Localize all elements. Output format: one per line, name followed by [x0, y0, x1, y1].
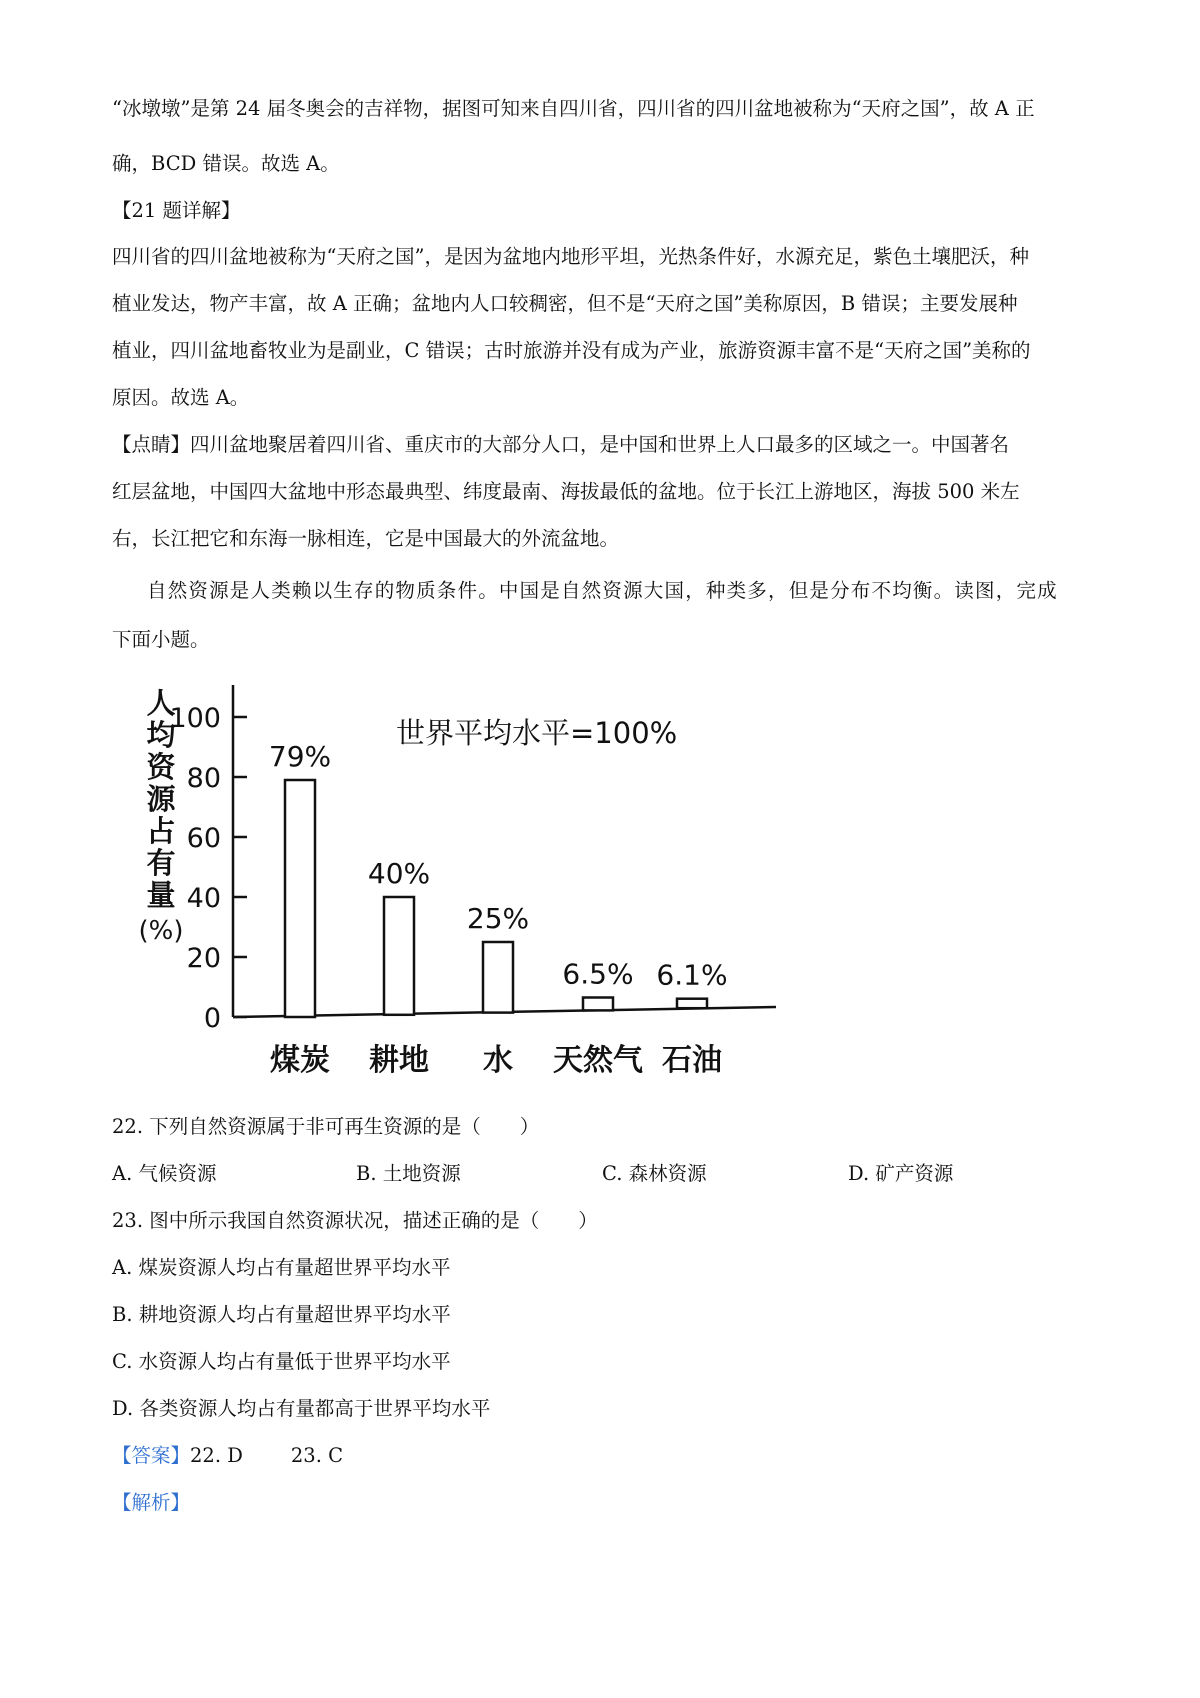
bar-label-3: 25%: [466, 902, 530, 935]
q23-option-c: C. 水资源人均占有量低于世界平均水平: [112, 1350, 451, 1373]
q22-stem: 22. 下列自然资源属于非可再生资源的是（ ）: [112, 1115, 540, 1138]
bar-label-1: 79%: [268, 740, 332, 773]
q21-line-4: 原因。故选 A。: [112, 386, 250, 409]
category-label-3: 水: [483, 1043, 513, 1078]
chart-annotation: 世界平均水平=100%: [396, 716, 678, 750]
category-label-1: 煤炭: [270, 1043, 330, 1078]
q21-line-1: 四川省的四川盆地被称为“天府之国”，是因为盆地内地形平坦，光热条件好，水源充足，紫色土壤肥沃，种: [112, 245, 1029, 268]
q21-line-3: 植业，四川盆地畜牧业为是副业，C 错误；古时旅游并没有成为产业，旅游资源丰富不是“天府之国”美称的: [112, 339, 1031, 362]
q22-option-d: D. 矿产资源: [848, 1162, 954, 1185]
q23-option-d: D. 各类资源人均占有量都高于世界平均水平: [112, 1397, 491, 1420]
bar-4: [583, 998, 613, 1011]
stem-line-1: 自然资源是人类赖以生存的物质条件。中国是自然资源大国，种类多，但是分布不均衡。读图，完成: [147, 579, 1058, 602]
bar-label-2: 40%: [367, 857, 431, 890]
bar-2: [384, 897, 414, 1015]
y-tick-label: 0: [203, 1003, 221, 1034]
y-tick-label: 100: [169, 703, 221, 734]
y-tick-label: 40: [186, 883, 221, 914]
dianjing-line-1: 【点睛】四川盆地聚居着四川省、重庆市的大部分人口，是中国和世界上人口最多的区域之一。中国著名: [112, 433, 1010, 456]
y-tick-label: 20: [186, 943, 221, 974]
category-label-2: 耕地: [369, 1043, 429, 1078]
q21-line-2: 植业发达，物产丰富，故 A 正确；盆地内人口较稠密，但不是“天府之国”美称原因，B 错误；主要发展种: [112, 292, 1018, 315]
q23-stem: 23. 图中所示我国自然资源状况，描述正确的是（ ）: [112, 1209, 598, 1232]
q22-option-c: C. 森林资源: [602, 1162, 707, 1185]
y-axis-label-char: 有: [146, 846, 176, 880]
analysis-label: 【解析】: [112, 1491, 191, 1514]
y-tick-label: 80: [186, 763, 221, 794]
stem-line-2: 下面小题。: [112, 628, 210, 651]
answer-line: [112, 1443, 1102, 1469]
bar-5: [677, 999, 707, 1009]
category-label-5: 石油: [662, 1043, 722, 1078]
q22-option-a: A. 气候资源: [112, 1162, 217, 1185]
y-axis-label-char: 量: [146, 878, 176, 912]
dianjing-line-2: 红层盆地，中国四大盆地中形态最典型、纬度最南、海拔最低的盆地。位于长江上游地区，海拔 500 米左: [112, 480, 1020, 503]
q21-heading: 【21 题详解】: [112, 199, 241, 222]
bar-1: [285, 780, 315, 1017]
q22-option-b: B. 土地资源: [356, 1162, 461, 1185]
q23-option-a: A. 煤炭资源人均占有量超世界平均水平: [112, 1256, 451, 1279]
bar-3: [483, 942, 513, 1013]
y-axis-label-char: 占: [146, 814, 176, 848]
y-axis-label-char: 资: [146, 750, 176, 784]
y-axis-label-unit: (%): [138, 916, 184, 946]
answer-q23: 23. C: [290, 1444, 344, 1467]
category-label-4: 天然气: [553, 1043, 643, 1078]
answer-q22: 22. D: [190, 1444, 243, 1467]
y-axis-label-char: 源: [146, 782, 176, 816]
bar-label-5: 6.1%: [656, 958, 728, 992]
y-axis-label-char: 均: [146, 718, 176, 752]
y-axis-label-char: 人: [146, 686, 176, 720]
bar-label-4: 6.5%: [562, 957, 634, 991]
intro-line-1: “冰墩墩”是第 24 届冬奥会的吉祥物，据图可知来自四川省，四川省的四川盆地被称为“天府之国”，故 A 正: [112, 97, 1035, 120]
y-tick-label: 60: [186, 823, 221, 854]
answer-label: 【答案】: [112, 1444, 191, 1467]
q23-option-b: B. 耕地资源人均占有量超世界平均水平: [112, 1303, 451, 1326]
dianjing-line-3: 右，长江把它和东海一脉相连，它是中国最大的外流盆地。: [112, 527, 620, 550]
resource-bar-chart: [108, 675, 788, 1095]
intro-line-2: 确，BCD 错误。故选 A。: [112, 152, 340, 175]
